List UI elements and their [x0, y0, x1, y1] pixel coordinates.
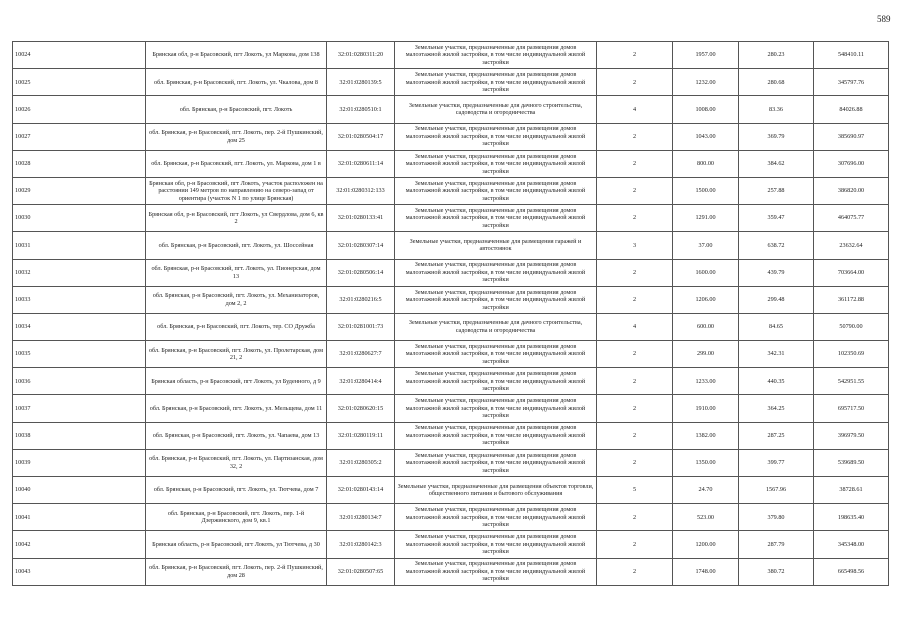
- row-id-cell: 10032: [13, 259, 146, 286]
- group-cell: 2: [597, 42, 673, 69]
- land-use-cell: Земельные участки, предназначенные для размещения домов малоэтажной жилой застройки, в том числе индивидуальной жилой застройки: [395, 395, 597, 422]
- group-cell: 2: [597, 531, 673, 558]
- table-row: [13, 395, 889, 422]
- table-row: [13, 177, 889, 204]
- cadastral-number-cell: 32:01:0280307:14: [327, 232, 395, 259]
- area-cell: 299.00: [673, 341, 739, 368]
- row-id-cell: 10034: [13, 313, 146, 340]
- land-use-cell: Земельные участки, предназначенные для размещения домов малоэтажной жилой застройки, в том числе индивидуальной жилой застройки: [395, 259, 597, 286]
- cadastral-number-cell: 32:01:0280119:11: [327, 422, 395, 449]
- land-use-cell: Земельные участки, предназначенные для размещения домов малоэтажной жилой застройки, в том числе индивидуальной жилой застройки: [395, 42, 597, 69]
- cadastral-number-cell: 32:01:0280142:3: [327, 531, 395, 558]
- rate-cell: 439.79: [739, 259, 814, 286]
- group-cell: 2: [597, 69, 673, 96]
- address-cell: обл. Брянская, р-н Брасовский, пгт. Локоть, ул. Шоссейная: [146, 232, 327, 259]
- group-cell: 4: [597, 313, 673, 340]
- group-cell: 2: [597, 259, 673, 286]
- table-row: [13, 42, 889, 69]
- cadastral-number-cell: 32:01:0280133:41: [327, 205, 395, 232]
- cadastral-value-cell: 464075.77: [814, 205, 889, 232]
- land-registry-table: [12, 41, 889, 586]
- table-row: [13, 259, 889, 286]
- cadastral-number-cell: 32:01:0280504:17: [327, 123, 395, 150]
- group-cell: 5: [597, 477, 673, 504]
- land-use-cell: Земельные участки, предназначенные для дачного строительства, садоводства и огородничества: [395, 313, 597, 340]
- table-row: [13, 232, 889, 259]
- address-cell: обл. Брянская, р-н Брасовский, пгт. Локоть, ул. Механизаторов, дом 2, 2: [146, 286, 327, 313]
- rate-cell: 1567.96: [739, 477, 814, 504]
- area-cell: 1350.00: [673, 449, 739, 476]
- address-cell: обл. Брянская, р-н Брасовский, пгт. Локоть: [146, 96, 327, 123]
- rate-cell: 287.25: [739, 422, 814, 449]
- area-cell: 1233.00: [673, 368, 739, 395]
- cadastral-number-cell: 32:01:0280216:5: [327, 286, 395, 313]
- area-cell: 523.00: [673, 504, 739, 531]
- land-use-cell: Земельные участки, предназначенные для размещения домов малоэтажной жилой застройки, в том числе индивидуальной жилой застройки: [395, 558, 597, 585]
- cadastral-number-cell: 32:01:0280139:5: [327, 69, 395, 96]
- land-use-cell: Земельные участки, предназначенные для дачного строительства, садоводства и огородничества: [395, 96, 597, 123]
- table-row: [13, 531, 889, 558]
- table-row: [13, 123, 889, 150]
- area-cell: 24.70: [673, 477, 739, 504]
- address-cell: обл. Брянская, р-н Брасовский, пгт. Локоть, ул. Тютчева, дом 7: [146, 477, 327, 504]
- cadastral-number-cell: 32:01:0280305:2: [327, 449, 395, 476]
- group-cell: 2: [597, 205, 673, 232]
- row-id-cell: 10030: [13, 205, 146, 232]
- row-id-cell: 10033: [13, 286, 146, 313]
- address-cell: обл. Брянская, р-н Брасовский, пгт. Локоть, ул. Чапаева, дом 13: [146, 422, 327, 449]
- cadastral-number-cell: 32:01:0280506:14: [327, 259, 395, 286]
- area-cell: 800.00: [673, 150, 739, 177]
- rate-cell: 280.68: [739, 69, 814, 96]
- rate-cell: 257.88: [739, 177, 814, 204]
- table-body: [13, 42, 889, 586]
- group-cell: 2: [597, 449, 673, 476]
- rate-cell: 380.72: [739, 558, 814, 585]
- row-id-cell: 10035: [13, 341, 146, 368]
- address-cell: обл. Брянская, р-н Брасовский, пгт. Локоть, пер. 1-й Дзержинского, дом 9, кв.1: [146, 504, 327, 531]
- group-cell: 2: [597, 123, 673, 150]
- table-row: [13, 504, 889, 531]
- group-cell: 4: [597, 96, 673, 123]
- cadastral-value-cell: 84026.88: [814, 96, 889, 123]
- table-row: [13, 286, 889, 313]
- cadastral-value-cell: 38728.61: [814, 477, 889, 504]
- cadastral-value-cell: 539689.50: [814, 449, 889, 476]
- cadastral-value-cell: 396979.50: [814, 422, 889, 449]
- rate-cell: 83.36: [739, 96, 814, 123]
- area-cell: 1043.00: [673, 123, 739, 150]
- land-use-cell: Земельные участки, предназначенные для размещения домов малоэтажной жилой застройки, в том числе индивидуальной жилой застройки: [395, 504, 597, 531]
- table-row: [13, 341, 889, 368]
- table-row: [13, 205, 889, 232]
- cadastral-number-cell: 32:01:0280134:7: [327, 504, 395, 531]
- row-id-cell: 10040: [13, 477, 146, 504]
- cadastral-value-cell: 703664.00: [814, 259, 889, 286]
- address-cell: Брянская обл, р-н Брасовский, пгт Локоть, ул Свердлова, дом 6, кв 2: [146, 205, 327, 232]
- cadastral-value-cell: 361172.88: [814, 286, 889, 313]
- row-id-cell: 10039: [13, 449, 146, 476]
- group-cell: 2: [597, 286, 673, 313]
- rate-cell: 379.80: [739, 504, 814, 531]
- rate-cell: 359.47: [739, 205, 814, 232]
- cadastral-number-cell: 32:01:0280143:14: [327, 477, 395, 504]
- address-cell: Брянская обл, р-н Брасовский, пгт Локоть, ул Маркова, дом 138: [146, 42, 327, 69]
- address-cell: обл. Брянская, р-н Брасовский, пгт. Локоть, тер. СО Дружба: [146, 313, 327, 340]
- land-use-cell: Земельные участки, предназначенные для размещения домов малоэтажной жилой застройки, в том числе индивидуальной жилой застройки: [395, 205, 597, 232]
- table-row: [13, 69, 889, 96]
- area-cell: 600.00: [673, 313, 739, 340]
- rate-cell: 342.31: [739, 341, 814, 368]
- address-cell: обл. Брянская, р-н Брасовский, пгт. Локоть, ул. Маркова, дом 1 в: [146, 150, 327, 177]
- table-row: [13, 558, 889, 585]
- rate-cell: 440.35: [739, 368, 814, 395]
- page-number: 589: [877, 14, 891, 24]
- address-cell: обл. Брянская, р-н Брасовский, пгт. Локоть, ул. Партизанская, дом 32, 2: [146, 449, 327, 476]
- land-use-cell: Земельные участки, предназначенные для размещения домов малоэтажной жилой застройки, в том числе индивидуальной жилой застройки: [395, 531, 597, 558]
- row-id-cell: 10041: [13, 504, 146, 531]
- group-cell: 2: [597, 395, 673, 422]
- land-use-cell: Земельные участки, предназначенные для размещения домов малоэтажной жилой застройки, в том числе индивидуальной жилой застройки: [395, 341, 597, 368]
- row-id-cell: 10025: [13, 69, 146, 96]
- rate-cell: 369.79: [739, 123, 814, 150]
- table-row: [13, 96, 889, 123]
- area-cell: 1008.00: [673, 96, 739, 123]
- row-id-cell: 10037: [13, 395, 146, 422]
- cadastral-value-cell: 548410.11: [814, 42, 889, 69]
- cadastral-value-cell: 665498.56: [814, 558, 889, 585]
- land-use-cell: Земельные участки, предназначенные для размещения домов малоэтажной жилой застройки, в том числе индивидуальной жилой застройки: [395, 69, 597, 96]
- land-use-cell: Земельные участки, предназначенные для размещения домов малоэтажной жилой застройки, в том числе индивидуальной жилой застройки: [395, 449, 597, 476]
- land-use-cell: Земельные участки, предназначенные для размещения гаражей и автостоянок: [395, 232, 597, 259]
- land-use-cell: Земельные участки, предназначенные для размещения домов малоэтажной жилой застройки, в том числе индивидуальной жилой застройки: [395, 177, 597, 204]
- area-cell: 1500.00: [673, 177, 739, 204]
- area-cell: 1232.00: [673, 69, 739, 96]
- cadastral-number-cell: 32:01:0280311:20: [327, 42, 395, 69]
- cadastral-value-cell: 695717.50: [814, 395, 889, 422]
- cadastral-number-cell: 32:01:0280507:65: [327, 558, 395, 585]
- rate-cell: 84.65: [739, 313, 814, 340]
- table-row: [13, 422, 889, 449]
- rate-cell: 638.72: [739, 232, 814, 259]
- row-id-cell: 10027: [13, 123, 146, 150]
- row-id-cell: 10043: [13, 558, 146, 585]
- group-cell: 2: [597, 368, 673, 395]
- address-cell: обл. Брянская, р-н Брасовский, пгт. Локоть, ул. Пионерская, дом 13: [146, 259, 327, 286]
- area-cell: 1600.00: [673, 259, 739, 286]
- land-use-cell: Земельные участки, предназначенные для размещения домов малоэтажной жилой застройки, в том числе индивидуальной жилой застройки: [395, 123, 597, 150]
- cadastral-value-cell: 102350.69: [814, 341, 889, 368]
- rate-cell: 287.79: [739, 531, 814, 558]
- area-cell: 1206.00: [673, 286, 739, 313]
- address-cell: Брянская обл, р-н Брасовский, пгт Локоть, участок расположен на расстоянии 149 метров по направлению на северо-запад от ориентира (участок N 1 по улице Брянская): [146, 177, 327, 204]
- row-id-cell: 10036: [13, 368, 146, 395]
- row-id-cell: 10042: [13, 531, 146, 558]
- cadastral-value-cell: 307696.00: [814, 150, 889, 177]
- cadastral-value-cell: 198635.40: [814, 504, 889, 531]
- address-cell: обл. Брянская, р-н Брасовский, пгт. Локоть, ул. Чкалова, дом 8: [146, 69, 327, 96]
- table-row: [13, 368, 889, 395]
- cadastral-number-cell: 32:01:0281001:73: [327, 313, 395, 340]
- address-cell: обл. Брянская, р-н Брасовский, пгт. Локоть, пер. 2-й Пушкинский, дом 25: [146, 123, 327, 150]
- table-row: [13, 477, 889, 504]
- group-cell: 2: [597, 150, 673, 177]
- cadastral-number-cell: 32:01:0280510:1: [327, 96, 395, 123]
- address-cell: обл. Брянская, р-н Брасовский, пгт. Локоть, ул. Мельщева, дом 11: [146, 395, 327, 422]
- area-cell: 1957.00: [673, 42, 739, 69]
- cadastral-value-cell: 23632.64: [814, 232, 889, 259]
- table-row: [13, 313, 889, 340]
- row-id-cell: 10026: [13, 96, 146, 123]
- area-cell: 1910.00: [673, 395, 739, 422]
- area-cell: 1200.00: [673, 531, 739, 558]
- land-use-cell: Земельные участки, предназначенные для размещения домов малоэтажной жилой застройки, в том числе индивидуальной жилой застройки: [395, 150, 597, 177]
- group-cell: 2: [597, 558, 673, 585]
- area-cell: 37.00: [673, 232, 739, 259]
- cadastral-value-cell: 386820.00: [814, 177, 889, 204]
- rate-cell: 364.25: [739, 395, 814, 422]
- land-use-cell: Земельные участки, предназначенные для размещения домов малоэтажной жилой застройки, в том числе индивидуальной жилой застройки: [395, 422, 597, 449]
- row-id-cell: 10024: [13, 42, 146, 69]
- area-cell: 1291.00: [673, 205, 739, 232]
- land-use-cell: Земельные участки, предназначенные для размещения домов малоэтажной жилой застройки, в том числе индивидуальной жилой застройки: [395, 286, 597, 313]
- cadastral-value-cell: 385690.97: [814, 123, 889, 150]
- land-use-cell: Земельные участки, предназначенные для размещения домов малоэтажной жилой застройки, в том числе индивидуальной жилой застройки: [395, 368, 597, 395]
- rate-cell: 384.62: [739, 150, 814, 177]
- cadastral-value-cell: 345797.76: [814, 69, 889, 96]
- area-cell: 1748.00: [673, 558, 739, 585]
- group-cell: 2: [597, 422, 673, 449]
- address-cell: Брянская область, р-н Брасовский, пгт Локоть, ул Тютчева, д 30: [146, 531, 327, 558]
- group-cell: 2: [597, 504, 673, 531]
- table-row: [13, 150, 889, 177]
- group-cell: 2: [597, 341, 673, 368]
- area-cell: 1382.00: [673, 422, 739, 449]
- cadastral-number-cell: 32:01:0280414:4: [327, 368, 395, 395]
- group-cell: 3: [597, 232, 673, 259]
- rate-cell: 399.77: [739, 449, 814, 476]
- rate-cell: 280.23: [739, 42, 814, 69]
- address-cell: обл. Брянская, р-н Брасовский, пгт. Локоть, пер. 2-й Пушкинский, дом 28: [146, 558, 327, 585]
- land-use-cell: Земельные участки, предназначенные для размещения объектов торговли, общественного питания и бытового обслуживания: [395, 477, 597, 504]
- address-cell: Брянская область, р-н Брасовский, пгт Локоть, ул Буденного, д 9: [146, 368, 327, 395]
- cadastral-number-cell: 32:01:0280627:7: [327, 341, 395, 368]
- cadastral-value-cell: 345348.00: [814, 531, 889, 558]
- cadastral-value-cell: 542951.55: [814, 368, 889, 395]
- cadastral-number-cell: 32:01:0280312:133: [327, 177, 395, 204]
- group-cell: 2: [597, 177, 673, 204]
- row-id-cell: 10028: [13, 150, 146, 177]
- row-id-cell: 10038: [13, 422, 146, 449]
- cadastral-value-cell: 50790.00: [814, 313, 889, 340]
- cadastral-number-cell: 32:01:0280620:15: [327, 395, 395, 422]
- address-cell: обл. Брянская, р-н Брасовский, пгт. Локоть, ул. Пролетарская, дом 21, 2: [146, 341, 327, 368]
- table-row: [13, 449, 889, 476]
- rate-cell: 299.48: [739, 286, 814, 313]
- row-id-cell: 10031: [13, 232, 146, 259]
- cadastral-number-cell: 32:01:0280611:14: [327, 150, 395, 177]
- row-id-cell: 10029: [13, 177, 146, 204]
